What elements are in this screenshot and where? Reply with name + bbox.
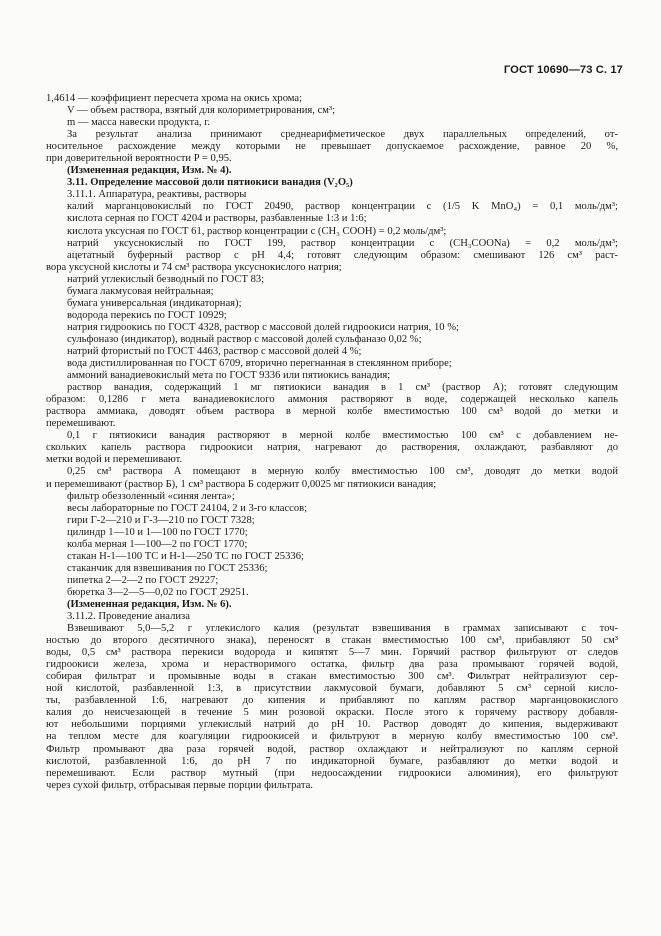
text-line: За результат анализа принимают среднеарифметическое двух параллельных определений, от- [67, 129, 618, 141]
text-line: раствора аммиака, доводят объем раствора в мерной колбе вместимостью 100 см³ водой до метки и [46, 406, 618, 418]
text-line: бумага универсальная (индикаторная); [67, 297, 242, 309]
text-line: перемешивают. [46, 418, 116, 430]
text-line: и перемешивают (раствор Б), 1 см³ раствора Б содержит 0,0025 мг пятиокиси ванадия; [46, 478, 437, 490]
text-line: ацетатный буферный раствор с pH 4,4; готовят следующим образом: смешивают 126 см³ раст- [67, 249, 618, 261]
text-line: кислота уксусная по ГОСТ 61, раствор концентрации c (CH₃ COOH) = 0,2 моль/дм³; [67, 225, 447, 237]
text-line: натрий уксуснокислый по ГОСТ 199, раствор концентрации c (CH₃COONa) = 0,2 моль/дм³; [67, 237, 618, 249]
text-line: кислотой, разбавленной 1:6, до pH 7 по индикаторной бумаге, разбавляют до метки водой и [46, 755, 618, 767]
text-line: натрий фтористый по ГОСТ 4463, раствор с массовой долей 4 %; [67, 345, 362, 357]
text-line: ностью до второго десятичного знака), переносят в стакан вместимостью 100 см³, прибавляют 50 см³ [46, 635, 618, 647]
text-line: водорода перекись по ГОСТ 10929; [67, 309, 227, 321]
text-line: пипетка 2—2—2 по ГОСТ 29227; [67, 574, 219, 586]
text-line: 0,25 см³ раствора А помещают в мерную колбу вместимостью 100 см³, доводят до метки водой [67, 466, 618, 478]
text-line: гири Г-2—210 и Г-3—210 по ГОСТ 7328; [67, 514, 255, 526]
text-line: натрий углекислый безводный по ГОСТ 83; [67, 273, 265, 285]
text-line: (Измененная редакция, Изм. № 6). [67, 598, 232, 610]
text-line: стакан Н-1—100 ТС и Н-1—250 ТС по ГОСТ 25336; [67, 550, 304, 562]
text-line: (Измененная редакция, Изм. № 4). [67, 165, 232, 177]
text-line: гидроокиси железа, хрома и нерастворимого остатка, фильтр два раза промывают горячей водой, [46, 659, 618, 671]
text-line: ной кислотой, разбавленной 1:3, в присутствии лакмусовой бумаги, добавляют 5 см³ серной кисло- [46, 683, 618, 695]
document-body [46, 93, 618, 792]
text-line: при доверительной вероятности P = 0,95. [46, 153, 232, 165]
text-line: кислота серная по ГОСТ 4204 и растворы, разбавленные 1:3 и 1:6; [67, 213, 367, 225]
text-line: бюретка 3—2—5—0,02 по ГОСТ 29251. [67, 586, 249, 598]
text-line: весы лабораторные по ГОСТ 24104, 2 и 3-го классов; [67, 502, 308, 514]
text-line: стаканчик для взвешивания по ГОСТ 25336; [67, 562, 268, 574]
text-line: колба мерная 1—100—2 по ГОСТ 1770; [67, 538, 248, 550]
text-line: Фильтр промывают два раза горячей водой, раствор охлаждают и нейтрализуют по каплям серной [46, 743, 618, 755]
text-line: калия до неисчезающей в течение 5 мин розовой окраски. После этого к горячему раствору добавля- [46, 707, 618, 719]
text-line: 3.11.1. Аппаратура, реактивы, растворы [67, 189, 247, 201]
text-line: образом: 0,1286 г мета ванадиевокислого аммония растворяют в воде, содержащей несколько капель [46, 394, 618, 406]
text-line: бумага лакмусовая нейтральная; [67, 285, 214, 297]
text-line: 0,1 г пятиокиси ванадия растворяют в мерной колбе вместимостью 100 см³ с добавлением не- [67, 430, 618, 442]
text-line: метки водой и перемешивают. [46, 454, 183, 466]
text-line: воды, 0,5 см³ раствора перекиси водорода и кипятят 5—7 мин. Горячий раствор фильтруют от следов [46, 647, 618, 659]
text-line: вода дистиллированная по ГОСТ 6709, вторично перегнанная в стеклянном приборе; [67, 358, 452, 370]
text-line: Взвешивают 5,0—5,2 г углекислого калия (результат взвешивания в граммах записывают с точ- [67, 623, 618, 635]
text-line: сульфоназо (индикатор), водный раствор с массовой долей сульфаназо 0,02 %; [67, 333, 422, 345]
text-line: ты, разбавленной 1:6, нагревают до кипения и прибавляют по каплям раствор марганцовокислого [46, 695, 618, 707]
text-line: вора уксусной кислоты и 74 см³ раствора уксуснокислого натрия; [46, 261, 342, 273]
text-line: цилиндр 1—10 и 1—100 по ГОСТ 1770; [67, 526, 248, 538]
text-line: V — объем раствора, взятый для колориметрирования, см³; [67, 105, 336, 117]
text-line: через сухой фильтр, отбрасывая первые порции фильтрата. [46, 779, 313, 791]
text-line: фильтр обеззоленный «синяя лента»; [67, 490, 235, 502]
text-line: ют небольшими порциями углекислый натрий до pH 10. Раствор доводят до кипения, выдерживают [46, 719, 618, 731]
text-line: раствор ванадия, содержащий 1 мг пятиокиси ванадия в 1 см³ (раствор А); готовят следующим [67, 382, 618, 394]
text-line: носительное расхождение между которыми не превышает допускаемое расхождение, равное 20 %, [46, 141, 618, 153]
text-line: 3.11. Определение массовой доли пятиокиси ванадия (V₂O₅) [67, 177, 353, 189]
text-line: 3.11.2. Проведение анализа [67, 611, 190, 623]
text-line: собирая фильтрат и промывные воды в стакан вместимостью 300 см³. Фильтрат нейтрализуют сер- [46, 671, 618, 683]
text-line: 1,4614 — коэффициент пересчета хрома на окись хрома; [46, 93, 303, 104]
text-line: перемешивают. Если раствор мутный (при недоосаждении гидроокиси алюминия), его фильтруют [46, 767, 618, 779]
text-line: натрия гидроокись по ГОСТ 4328, раствор с массовой долей гидроокиси натрия, 10 %; [67, 321, 459, 333]
text-line: на теплом месте для коагуляции гидроокисей и фильтруют в мерную колбу вместимостью 100 см³. [46, 731, 618, 743]
page-header: ГОСТ 10690—73 С. 17 [503, 64, 623, 76]
text-line: аммоний ванадиевокислый мета по ГОСТ 9336 или пятиокись ванадия; [67, 370, 391, 382]
text-line: скольких капель раствора гидроокиси натрия, нагревают до растворения, охлаждают, разбавляют до [46, 442, 618, 454]
text-line: калий марганцовокислый по ГОСТ 20490, раствор концентрации c (1/5 K MnO₄) = 0,1 моль/дм³; [67, 201, 618, 213]
text-line: m — масса навески продукта, г. [67, 117, 210, 129]
